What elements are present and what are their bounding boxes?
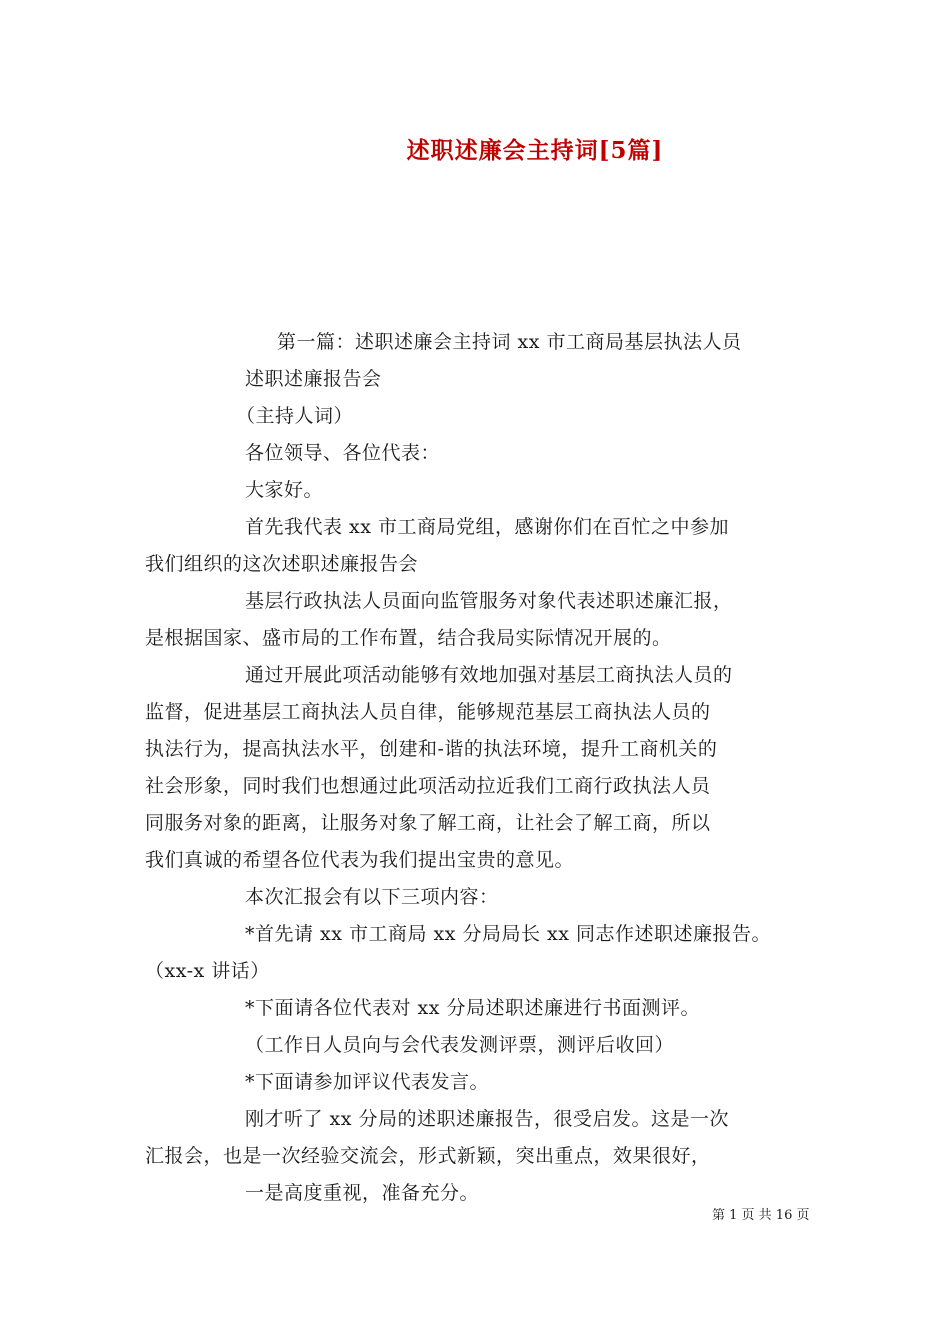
paragraph-line: 大家好。 xyxy=(245,479,324,501)
paragraph-line: 是根据国家、盛市局的工作布置，结合我局实际情况开展的。 xyxy=(145,627,672,649)
paragraph-line: 述职述廉报告会 xyxy=(245,368,382,390)
paragraph-line: 刚才听了 xx 分局的述职述廉报告，很受启发。这是一次 xyxy=(245,1108,730,1130)
paragraph-line: （工作日人员向与会代表发测评票，测评后收回） xyxy=(245,1034,675,1056)
paragraph-line: 基层行政执法人员面向监管服务对象代表述职述廉汇报， xyxy=(245,590,733,612)
paragraph-line: *下面请各位代表对 xx 分局述职述廉进行书面测评。 xyxy=(245,997,701,1019)
paragraph-line: 监督，促进基层工商执法人员自律，能够规范基层工商执法人员的 xyxy=(145,701,711,723)
paragraph-line: *下面请参加评议代表发言。 xyxy=(245,1071,490,1093)
paragraph-line: 通过开展此项活动能够有效地加强对基层工商执法人员的 xyxy=(245,664,733,686)
paragraph-line: 社会形象，同时我们也想通过此项活动拉近我们工商行政执法人员 xyxy=(145,775,711,797)
paragraph-line: 执法行为，提高执法水平，创建和-谐的执法环境，提升工商机关的 xyxy=(145,738,718,760)
paragraph-line: 第一篇：述职述廉会主持词 xx 市工商局基层执法人员 xyxy=(277,331,742,353)
paragraph-line: 我们真诚的希望各位代表为我们提出宝贵的意见。 xyxy=(145,849,575,871)
document-title: 述职述廉会主持词[5篇] xyxy=(406,137,664,164)
paragraph-line: （xx-x 讲话） xyxy=(145,960,270,982)
paragraph-line: 我们组织的这次述职述廉报告会 xyxy=(145,553,419,575)
paragraph-line: 同服务对象的距离，让服务对象了解工商，让社会了解工商，所以 xyxy=(145,812,711,834)
paragraph-line: 各位领导、各位代表： xyxy=(245,442,441,464)
page-number-footer: 第 1 页 共 16 页 xyxy=(712,1208,810,1223)
paragraph-line: *首先请 xx 市工商局 xx 分局局长 xx 同志作述职述廉报告。 xyxy=(245,923,772,945)
paragraph-line: 汇报会，也是一次经验交流会，形式新颖，突出重点，效果很好， xyxy=(145,1145,711,1167)
paragraph-line: 本次汇报会有以下三项内容： xyxy=(245,886,499,908)
paragraph-line: 首先我代表 xx 市工商局党组，感谢你们在百忙之中参加 xyxy=(245,516,730,538)
paragraph-line: （主持人词） xyxy=(236,405,354,427)
paragraph-line: 一是高度重视，准备充分。 xyxy=(245,1182,480,1204)
